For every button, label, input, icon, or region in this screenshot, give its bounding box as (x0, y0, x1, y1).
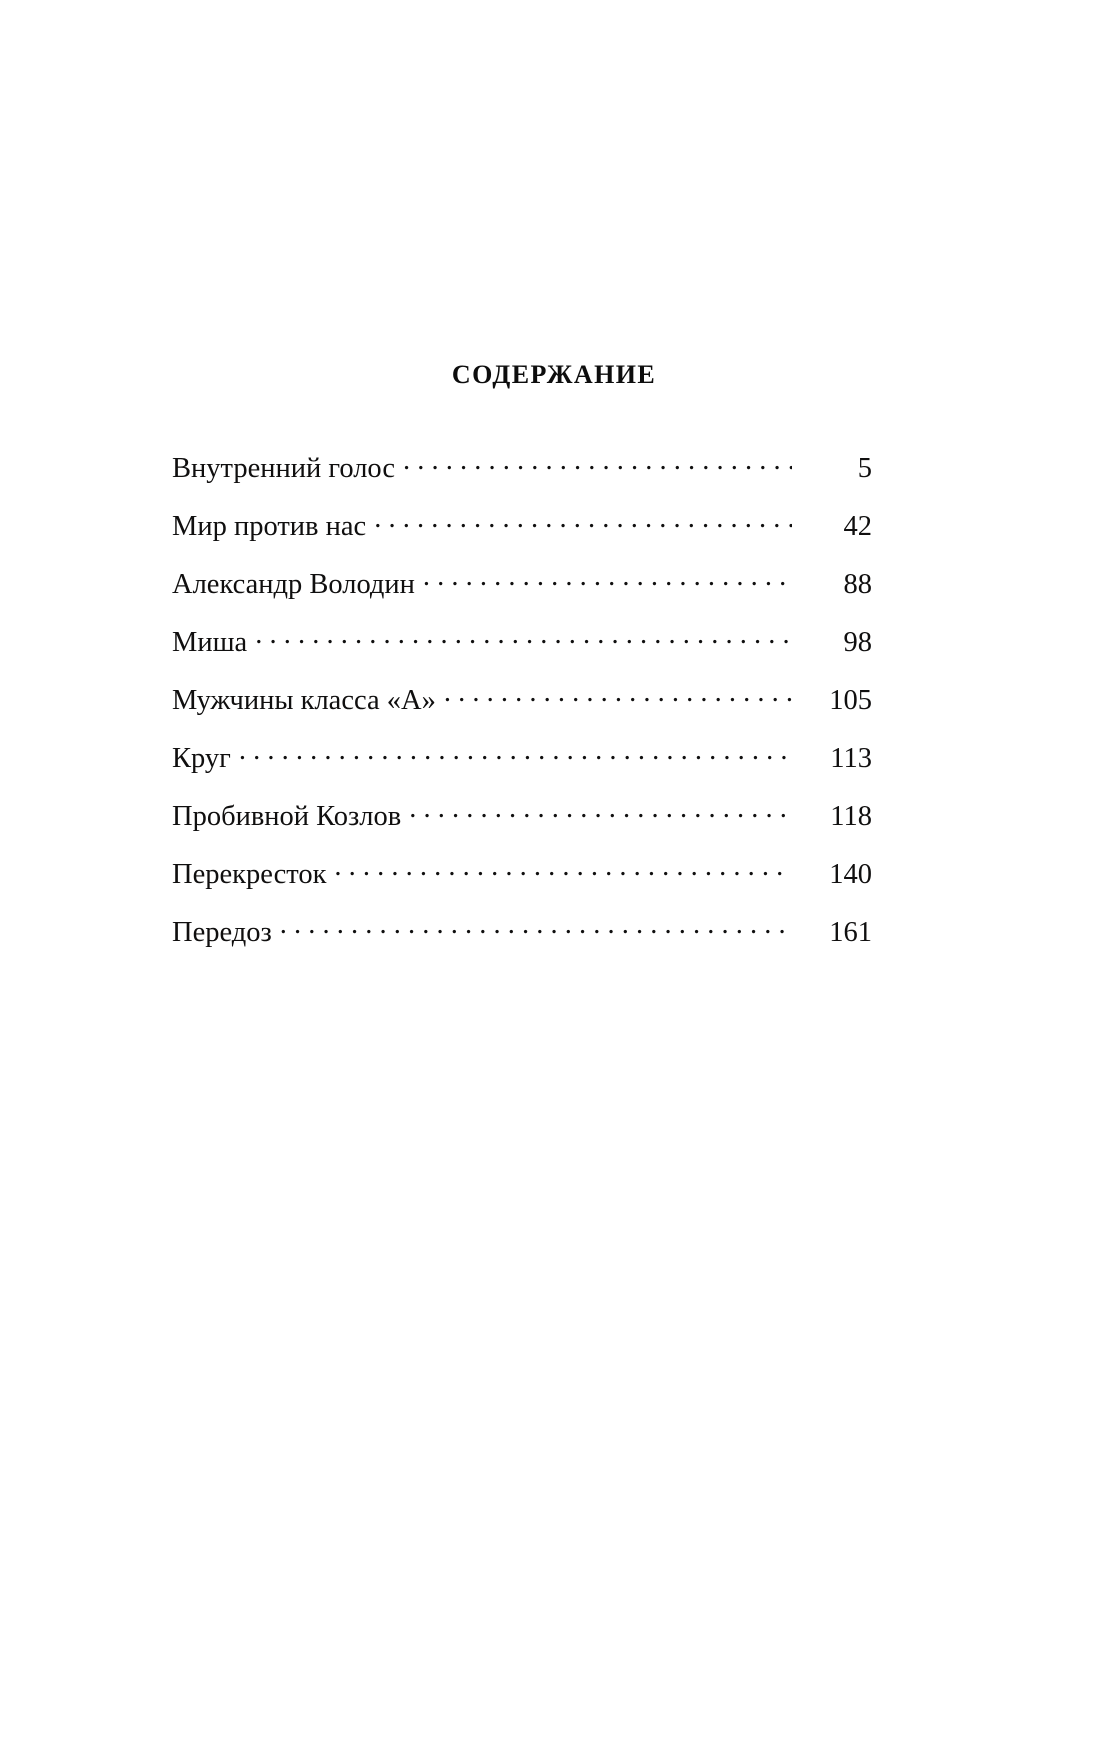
table-of-contents (172, 360, 872, 970)
leader-dots (409, 796, 792, 825)
leader-dots (239, 738, 792, 767)
page-title: СОДЕРЖАНИЕ (451, 360, 657, 389)
list-item[interactable] (172, 854, 872, 889)
toc-entry-page: 88 (843, 568, 872, 600)
leader-dots (280, 912, 792, 941)
list-item[interactable] (172, 622, 872, 657)
toc-entry-title: Перекресток (172, 858, 327, 890)
toc-entry-title: Мужчины класса «А» (172, 684, 436, 716)
list-item[interactable] (172, 912, 872, 947)
toc-entry-page: 98 (843, 626, 872, 658)
toc-list (172, 448, 872, 947)
toc-entry-page: 140 (829, 858, 872, 890)
list-item[interactable] (172, 564, 872, 599)
leader-dots (403, 448, 792, 477)
toc-entry-title: Пробивной Козлов (172, 800, 402, 832)
toc-entry-title: Внутренний голос (172, 452, 396, 484)
toc-entry-page: 105 (829, 684, 872, 716)
toc-entry-page: 5 (857, 452, 872, 484)
leader-dots (444, 680, 792, 709)
toc-entry-page: 161 (829, 916, 872, 948)
toc-entry-page: 42 (843, 510, 872, 542)
toc-entry-page: 113 (830, 742, 872, 774)
leader-dots (255, 622, 792, 651)
toc-entry-title: Александр Володин (172, 568, 415, 600)
list-item[interactable] (172, 506, 872, 541)
leader-dots (374, 506, 792, 535)
list-item[interactable] (172, 680, 872, 715)
toc-entry-title: Круг (172, 742, 231, 774)
toc-entry-page: 118 (830, 800, 872, 832)
toc-entry-title: Передоз (172, 916, 272, 948)
leader-dots (423, 564, 792, 593)
toc-entry-title: Миша (172, 626, 248, 658)
leader-dots (334, 854, 792, 883)
toc-entry-title: Мир против нас (172, 510, 367, 542)
list-item[interactable] (172, 796, 872, 831)
list-item[interactable] (172, 448, 872, 483)
list-item[interactable] (172, 738, 872, 773)
